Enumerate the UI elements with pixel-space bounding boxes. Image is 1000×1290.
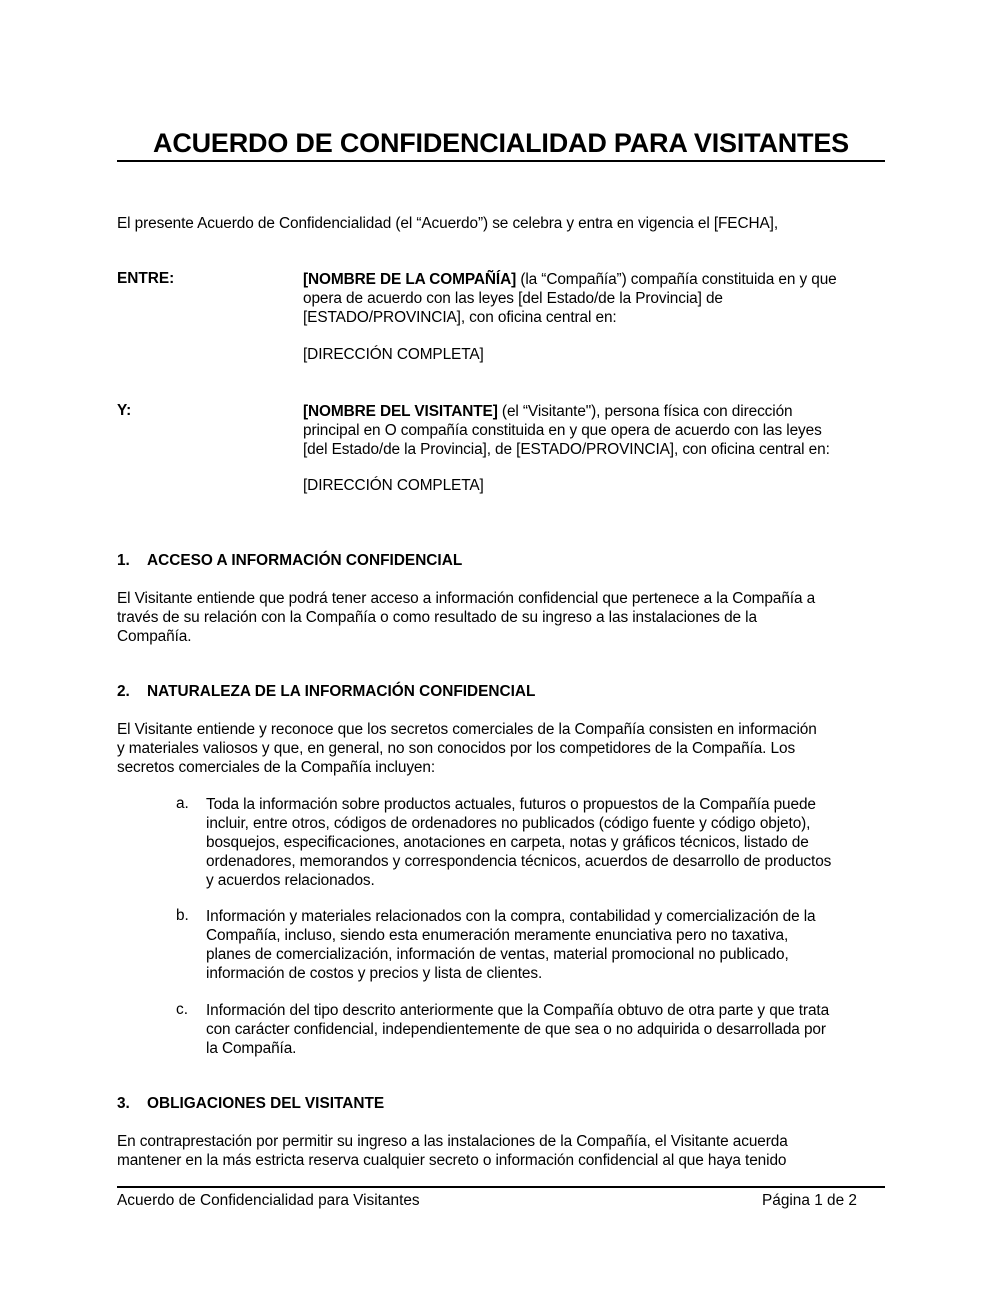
party-label-entre: ENTRE: bbox=[117, 270, 175, 287]
party-company-line-3: [ESTADO/PROVINCIA], con oficina central en: bbox=[303, 309, 617, 326]
company-name-placeholder: [NOMBRE DE LA COMPAÑÍA] bbox=[303, 271, 517, 288]
list-item-b-line-2: Compañía, incluso, siendo esta enumeración meramente enunciativa pero no taxativa, bbox=[206, 927, 789, 944]
title-underline bbox=[117, 160, 885, 162]
section-2-line-1: El Visitante entiende y reconoce que los secretos comerciales de la Compañía consisten en información bbox=[117, 721, 817, 738]
list-item-b-line-3: planes de comercialización, información de ventas, material promocional no publicado, bbox=[206, 946, 789, 963]
visitor-name-placeholder: [NOMBRE DEL VISITANTE] bbox=[303, 403, 498, 420]
list-item-a-line-3: bosquejos, especificaciones, anotaciones en carpeta, notas y gráficos técnicos, listado de bbox=[206, 834, 809, 851]
list-item-a-line-1: Toda la información sobre productos actuales, futuros o propuestos de la Compañía puede bbox=[206, 796, 816, 813]
list-item-a-line-2: incluir, entre otros, códigos de ordenadores no publicados (código fuente y código objeto), bbox=[206, 815, 811, 832]
list-item-a-line-5: y acuerdos relacionados. bbox=[206, 872, 375, 889]
list-item-b-line-4: información de costos y precios y lista de clientes. bbox=[206, 965, 543, 982]
section-1-line-2: través de su relación con la Compañía o como resultado de su ingreso a las instalaciones de la bbox=[117, 609, 757, 626]
party-visitor-line-1: [NOMBRE DEL VISITANTE] (el “Visitante"), persona física con dirección bbox=[303, 403, 793, 420]
list-marker-b: b. bbox=[176, 907, 189, 924]
section-2-heading: 2. NATURALEZA DE LA INFORMACIÓN CONFIDENCIAL bbox=[117, 683, 536, 700]
list-item-c-line-3: la Compañía. bbox=[206, 1040, 297, 1057]
section-2-line-3: secretos comerciales de la Compañía incluyen: bbox=[117, 759, 436, 776]
section-3-heading: 3. OBLIGACIONES DEL VISITANTE bbox=[117, 1095, 385, 1112]
document-title: ACUERDO DE CONFIDENCIALIDAD PARA VISITANTES bbox=[153, 128, 849, 158]
footer-rule bbox=[117, 1186, 885, 1188]
company-address-placeholder: [DIRECCIÓN COMPLETA] bbox=[303, 346, 484, 363]
party-company-line-1: [NOMBRE DE LA COMPAÑÍA] (la “Compañía”) compañía constituida en y que bbox=[303, 271, 837, 288]
list-item-b-line-1: Información y materiales relacionados con la compra, contabilidad y comercialización de la bbox=[206, 908, 816, 925]
list-marker-c: c. bbox=[176, 1001, 188, 1018]
section-1-line-1: El Visitante entiende que podrá tener acceso a información confidencial que pertenece a la Compañía a bbox=[117, 590, 816, 607]
party-label-y: Y: bbox=[117, 402, 132, 419]
section-1-line-3: Compañía. bbox=[117, 628, 192, 645]
footer-page-number: Página 1 de 2 bbox=[762, 1192, 857, 1209]
section-2-line-2: y materiales valiosos y que, en general, no son conocidos por los competidores de la Compañía. Los bbox=[117, 740, 796, 757]
list-marker-a: a. bbox=[176, 795, 189, 812]
party-company-line-2: opera de acuerdo con las leyes [del Estado/de la Provincia] de bbox=[303, 290, 723, 307]
section-3-line-1: En contraprestación por permitir su ingreso a las instalaciones de la Compañía, el Visitante acuerda bbox=[117, 1133, 788, 1150]
party-visitor-line-3: [del Estado/de la Provincia], de [ESTADO/PROVINCIA], con oficina central en: bbox=[303, 441, 830, 458]
section-1-heading: 1. ACCESO A INFORMACIÓN CONFIDENCIAL bbox=[117, 552, 463, 569]
section-3-line-2: mantener en la más estricta reserva cualquier secreto o información confidencial al que haya tenido bbox=[117, 1152, 787, 1169]
list-item-a-line-4: ordenadores, memorandos y correspondencia técnicos, acuerdos de desarrollo de productos bbox=[206, 853, 832, 870]
party-visitor-line-2: principal en O compañía constituida en y que opera de acuerdo con las leyes bbox=[303, 422, 822, 439]
footer-document-title: Acuerdo de Confidencialidad para Visitantes bbox=[117, 1192, 420, 1209]
list-item-c-line-1: Información del tipo descrito anteriormente que la Compañía obtuvo de otra parte y que trata bbox=[206, 1002, 830, 1019]
visitor-address-placeholder: [DIRECCIÓN COMPLETA] bbox=[303, 477, 484, 494]
list-item-c-line-2: con carácter confidencial, independientemente de que sea o no adquirida o desarrollada por bbox=[206, 1021, 826, 1038]
intro-paragraph: El presente Acuerdo de Confidencialidad (el “Acuerdo”) se celebra y entra en vigencia el [FECHA], bbox=[117, 215, 779, 232]
